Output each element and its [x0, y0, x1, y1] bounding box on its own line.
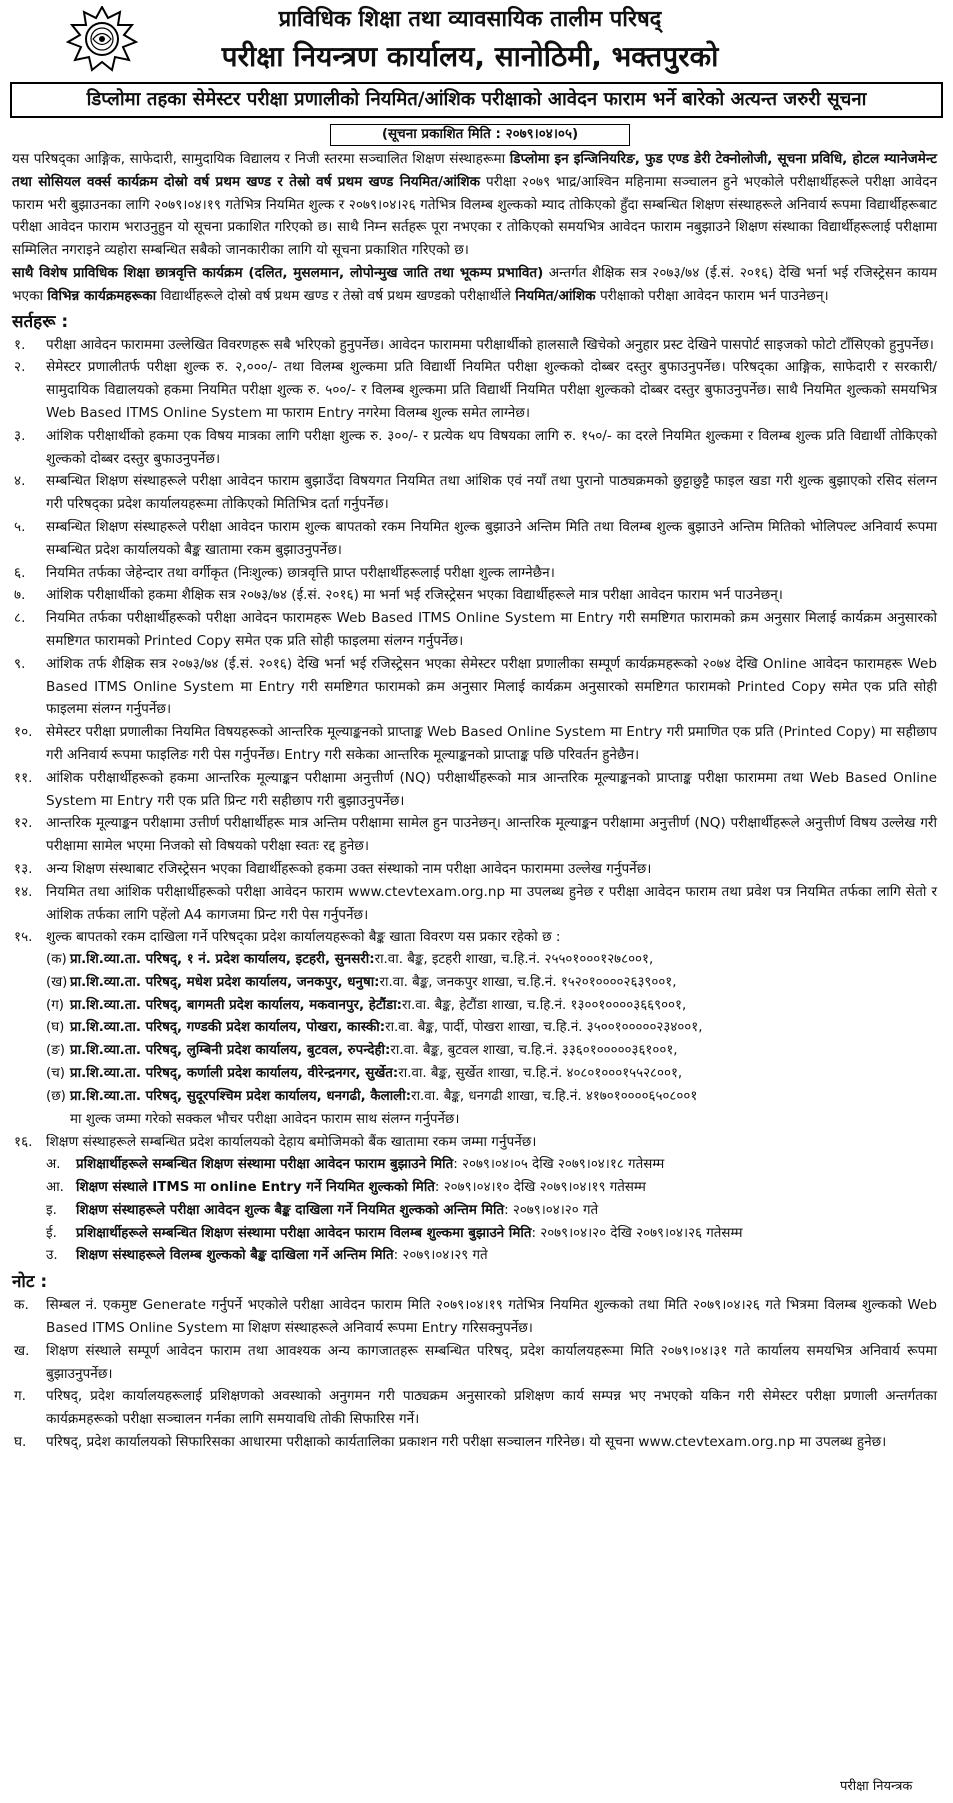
condition-item: ४. सम्बन्धित शिक्षण संस्थाहरूले परीक्षा आवेदन फाराम बुझाउँदा विषयगत नियमित तथा आंशिक एवं नयाँ तथा पुरानो पाठ्यक्रमको छुट्टाछुट्टै फाइल खडा गरी शुल्क बुझाएको रसिद संलग्न गरी परिषद्का प्रदेश कार्यालयहरूमा तोकिएको मितिभित्र दर्ता गर्नुपर्नेछ। — [14, 473, 937, 513]
note-item: ग. परिषद्, प्रदेश कार्यालयहरूलाई प्रशिक्षणको अवस्थाको अनुगमन गरी पाठ्यक्रम अनुसारको प्रशिक्षण कार्य सम्पन्न भए नभएको यकिन गरी सेमेस्टर परीक्षा प्रणाली अन्तर्गतका कार्यक्रमहरूको परीक्षा सञ्चालन गर्नका लागि समयावधि तोकी सिफारिस गर्ने। — [14, 1388, 937, 1428]
notice-body — [12, 148, 937, 1454]
deadline-row: अ. प्रशिक्षार्थीहरूले सम्बन्धित शिक्षण संस्थामा परीक्षा आवेदन फाराम बुझाउने मिति : २०७९।०४।०५ देखि २०७९।०४।१८ गतेसम्म — [46, 1157, 665, 1173]
notes-heading: नोट : — [12, 1272, 48, 1293]
condition-item: १०. सेमेस्टर परीक्षा प्रणालीका नियमित विषयहरूको आन्तरिक मूल्याङ्कनको प्राप्ताङ्क Web Based Online System मा Entry गरी प्रमाणित एक प्रति (Printed Copy) मा सहीछाप गरी अनिवार्य रूपमा फाइलिङ गरी पेस गर्नुपर्नेछ। Entry गरी सकेका आन्तरिक मूल्याङ्कनको प्राप्ताङ्क पछि परिवर्तन हुनेछैन। — [14, 724, 937, 763]
note-item: घ. परिषद्, प्रदेश कार्यालयको सिफारिसका आधारमा परीक्षाको कार्यतालिका प्रकाशन गरी परीक्षा सञ्चालन गरिनेछ। यो सूचना www.ctevtexam.org.np मा उपलब्ध हुनेछ। — [14, 1434, 887, 1451]
bank-account-row: (ङ) प्रा.शि.व्या.ता. परिषद्, लुम्बिनी प्रदेश कार्यालय, बुटवल, रुपन्देही: रा.वा. बैङ्क, बुटवल शाखा, च.हि.नं. ३३६०१०००००३६१००१, — [46, 1043, 678, 1059]
condition-item: १२. आन्तरिक मूल्याङ्कन परीक्षामा उत्तीर्ण परीक्षार्थीहरू मात्र अन्तिम परीक्षामा सामेल हुन पाउनेछन्। आन्तरिक मूल्याङ्कन परीक्षामा अनुत्तीर्ण (NQ) परीक्षार्थीहरूले अनुत्तीर्ण विषय उल्लेख गरी परीक्षामा सामेल भएमा निजको सो विषयको परीक्षा स्वतः रद्द हुनेछ। — [14, 815, 937, 855]
signature: परीक्षा नियन्त्रक — [840, 1779, 913, 1794]
deadline-row: ई. प्रशिक्षार्थीहरूले सम्बन्धित शिक्षण संस्थामा परीक्षा आवेदन फाराम विलम्ब शुल्कमा बुझाउने मिति : २०७९।०४।२० देखि २०७९।०४।२६ गतेसम्म — [46, 1225, 743, 1241]
deadline-row: उ. शिक्षण संस्थाहरूले विलम्ब शुल्कको बैङ्क दाखिला गर्ने अन्तिम मिति : २०७९।०४।२९ गते — [46, 1248, 488, 1264]
bank-account-row: (च) प्रा.शि.व्या.ता. परिषद्, कर्णाली प्रदेश कार्यालय, वीरेन्द्रनगर, सुर्खेत: रा.वा. बैङ्क, सुर्खेत शाखा, च.हि.नं. ४०८०१०००१५५२८००१, — [46, 1066, 683, 1082]
condition-item: ५. सम्बन्धित शिक्षण संस्थाहरूले परीक्षा आवेदन फाराम शुल्क बापतको रकम नियमित शुल्क बुझाउने अन्तिम मिति तथा विलम्ब शुल्क बुझाउने अन्तिम मितिको भोलिपल्ट अनिवार्य रूपमा सम्बन्धित प्रदेश कार्यालयको बैङ्क खातामा रकम बुझाउनुपर्नेछ। — [14, 518, 937, 558]
condition-item: २. सेमेस्टर प्रणालीतर्फ परीक्षा शुल्क रु. २,०००/- तथा विलम्ब शुल्कमा प्रति विद्यार्थी नियमित परीक्षा शुल्कको दोब्बर दस्तुर बुफाउनुपर्नेछ। परिषद्का आङ्गिक, साफेदारी र सरकारी/सामुदायिक विद्यालयको हकमा नियमित परीक्षा शुल्क रु. ५००/- र विलम्ब शुल्कमा प्रति विद्यार्थी नियमित परीक्षा शुल्कको दोब्बर दस्तुर बुफाउनुपर्नेछ। साथै नियमित शुल्कको समयभित्र Web Based ITMS Online System मा फाराम Entry नगरेमा विलम्ब शुल्क समेत लाग्नेछ। — [14, 359, 937, 421]
header — [0, 0, 953, 80]
intro-paragraph-2: साथै विशेष प्राविधिक शिक्षा छात्रवृत्ति कार्यक्रम (दलित, मुसलमान, लोपोन्मुख जाति तथा भूकम्प प्रभावित) अन्तर्गत शैक्षिक सत्र २०७३/७४ (ई.सं. २०१६) देखि भर्ना भई रजिस्ट्रेसन कायम भएका विभिन्न कार्यक्रमहरूका विद्यार्थीहरूले दोस्रो वर्ष प्रथम खण्ड र तेस्रो वर्ष प्रथम खण्डको परीक्षार्थीले नियमित/आंशिक परीक्षाको परीक्षा आवेदन फाराम भर्न पाउनेछन्। — [12, 264, 937, 304]
conditions-heading: सर्तहरू : — [12, 311, 69, 332]
bank-account-row: (ग) प्रा.शि.व्या.ता. परिषद्, बागमती प्रदेश कार्यालय, मकवानपुर, हेटौंडा: रा.वा. बैङ्क, हेटौंडा शाखा, च.हि.नं. १३००१००००३६६९००१, — [46, 997, 687, 1013]
condition-item: ६. नियमित तर्फका जेहेन्दार तथा वर्गीकृत (निःशुल्क) छात्रवृत्ति प्राप्त परीक्षार्थीहरूलाई परीक्षा शुल्क लाग्नेछैन। — [14, 564, 555, 581]
condition-item: १५. शुल्क बापतको रकम दाखिला गर्ने परिषद्का प्रदेश कार्यालयहरूको बैङ्क खाता विवरण यस प्रकार रहेको छ : — [14, 929, 561, 946]
intro-paragraph-1: यस परिषद्का आङ्गिक, साफेदारी, सामुदायिक विद्यालय र निजी स्तरमा सञ्चालित शिक्षण संस्थाहरूमा डिप्लोमा इन इन्जिनियरिङ, फुड एण्ड डेरी टेक्नोलोजी, सूचना प्रविधि, होटल म्यानेजमेन्ट तथा सोसियल वर्क्स कार्यक्रम दोस्रो वर्ष प्रथम खण्ड र तेस्रो वर्ष प्रथम खण्ड नियमित/आंशिक परीक्षा २०७९ भाद्र/आश्विन महिनामा सञ्चालन हुने भएकोले परीक्षार्थीहरूले परीक्षा आवेदन फाराम भरी बुझाउनका लागि २०७९।०४।१९ गतेभित्र नियमित शुल्क र २०७९।०४।२६ गतेभित्र विलम्ब शुल्कको म्याद तोकिएको हुँदा सम्बन्धित शिक्षण संस्थाहरूले अनिवार्य रूपमा विद्यार्थीहरूबाट परीक्षा आवेदन फाराम भराउनुहुन यो सूचना प्रकाशित गरिएको छ। साथै निम्न सर्तहरू पूरा नभएका र तोकिएको समयभित्र आवेदन फाराम नबुझाउने शिक्षण संस्थाका विद्यार्थीहरूलाई परीक्षामा सम्मिलित नगराइने व्यहोरा सम्बन्धित सबैको जानकारीका लागि यो सूचना प्रकाशित गरिएको छ। — [12, 151, 937, 259]
condition-item: १३. अन्य शिक्षण संस्थाबाट रजिस्ट्रेसन भएका विद्यार्थीहरूको हकमा उक्त संस्थाको नाम परीक्षा आवेदन फाराममा उल्लेख गर्नुपर्नेछ। — [14, 860, 652, 877]
condition-item: ७. आंशिक परीक्षार्थीको हकमा शैक्षिक सत्र २०७३/७४ (ई.सं. २०१६) मा भर्ना भई रजिस्ट्रेसन भएका विद्यार्थीहरूले मात्र परीक्षा आवेदन फाराम भर्न पाउनेछन्। — [14, 587, 783, 604]
bank-voucher-note: मा शुल्क जम्मा गरेको सक्कल भौचर परीक्षा आवेदन फाराम साथ संलग्न गर्नुपर्नेछ। — [70, 1111, 460, 1127]
deadline-row: आ. शिक्षण संस्थाले ITMS मा online Entry गर्ने नियमित शुल्कको मिति : २०७९।०४।१० देखि २०७९।०४।१९ गतेसम्म — [46, 1180, 646, 1196]
notice-title: डिप्लोमा तहका सेमेस्टर परीक्षा प्रणालीको नियमित/आंशिक परीक्षाको आवेदन फाराम भर्ने बारेको अत्यन्त जरुरी सूचना — [10, 82, 943, 118]
publication-date: (सूचना प्रकाशित मिति : २०७९।०४।०५) — [330, 124, 630, 146]
condition-item: १४. नियमित तथा आंशिक परीक्षार्थीहरूको परीक्षा आवेदन फाराम www.ctevtexam.org.np मा उपलब्ध हुनेछ र परीक्षा आवेदन फाराम तथा प्रवेश पत्र नियमित तर्फका लागि सेतो र आंशिक तर्फका लागि पहेंलो A4 कागजमा प्रिन्ट गरी पेस गर्नुपर्नेछ। — [14, 883, 937, 923]
condition-item: ९. आंशिक तर्फ शैक्षिक सत्र २०७३/७४ (ई.सं. २०१६) देखि भर्ना भई रजिस्ट्रेसन भएका सेमेस्टर परीक्षा प्रणालीका सम्पूर्ण कार्यक्रमहरूको २०७४ देखि Online आवेदन फारामहरू Web Based ITMS Online System मा Entry गरी समष्टिगत फारामको क्रम अनुसार मिलाई कार्यक्रम अनुसारको समष्टिगत फारामको Printed Copy समेत एक प्रति सोही फाइलमा संलग्न गर्नुपर्नेछ। — [14, 655, 937, 718]
organization-name: प्राविधिक शिक्षा तथा व्यावसायिक तालीम परिषद् — [278, 7, 662, 32]
bank-account-row: (ख) प्रा.शि.व्या.ता. परिषद्, मधेश प्रदेश कार्यालय, जनकपुर, धनुषा: रा.वा. बैङ्क, जनकपुर शाखा, च.हि.नं. १५२०१००००२६३९००१, — [46, 974, 677, 990]
condition-item: ११. आंशिक परीक्षार्थीहरूको हकमा आन्तरिक मूल्याङ्कन परीक्षामा अनुत्तीर्ण (NQ) परीक्षार्थीहरूको मात्र आन्तरिक मूल्याङ्कनको प्राप्ताङ्क परीक्षा फाराममा तथा Web Based Online System मा Entry गरी एक प्रति प्रिन्ट गरी सहीछाप गरी बुझाउनुपर्नेछ। — [14, 769, 937, 809]
bank-account-row: (छ) प्रा.शि.व्या.ता. परिषद्, सुदूरपश्चिम प्रदेश कार्यालय, धनगढी, कैलाली: रा.वा. बैङ्क, धनगढी शाखा, च.हि.नं. ४१७०१००००६५०८००१ — [46, 1088, 698, 1104]
bank-account-row: (घ) प्रा.शि.व्या.ता. परिषद्, गण्डकी प्रदेश कार्यालय, पोखरा, कास्की: रा.वा. बैङ्क, पार्दी, पोखरा शाखा, च.हि.नं. ३५००१०००००२३४००१, — [46, 1020, 703, 1036]
bank-account-row: (क) प्रा.शि.व्या.ता. परिषद्, १ नं. प्रदेश कार्यालय, इटहरी, सुनसरी: रा.वा. बैङ्क, इटहरी शाखा, च.हि.नं. २५५०१०००१२७८००१, — [46, 952, 654, 968]
condition-item: १६. शिक्षण संस्थाहरूले सम्बन्धित प्रदेश कार्यालयको देहाय बमोजिमको बैंक खातामा रकम जम्मा गर्नुपर्नेछ। — [14, 1134, 537, 1151]
note-item: ख. शिक्षण संस्थाले सम्पूर्ण आवेदन फाराम तथा आवश्यक अन्य कागजातहरू सम्बन्धित परिषद्, प्रदेश कार्यालयहरूमा मिति २०७९।०४।३१ गते कार्यालय समयभित्र अनिवार्य रूपमा बुझाउनुपर्नेछ। — [14, 1342, 937, 1382]
condition-item: ३. आंशिक परीक्षार्थीको हकमा एक विषय मात्रका लागि परीक्षा शुल्क रु. ३००/- र प्रत्येक थप विषयका लागि रु. १५०/- का दरले नियमित शुल्कमा र विलम्ब शुल्क प्रति विद्यार्थी तोकिएको शुल्कको दोब्बर दस्तुर बुफाउनुपर्नेछ। — [14, 427, 937, 467]
note-item: क. सिम्बल नं. एकमुष्ट Generate गर्नुपर्ने भएकोले परीक्षा आवेदन फाराम मिति २०७९।०४।१९ गतेभित्र नियमित शुल्कको तथा मिति २०७९।०४।२६ गते भित्रमा विलम्ब शुल्कको Web Based ITMS Online System मा शिक्षण संस्थाहरूले अनिवार्य रूपमा Entry गरिसक्नुपर्नेछ। — [14, 1297, 937, 1337]
deadline-row: इ. शिक्षण संस्थाहरूले परीक्षा आवेदन शुल्क बैङ्क दाखिला गर्ने नियमित शुल्कको अन्तिम मिति : २०७९।०४।२० गते — [46, 1202, 599, 1218]
condition-item: ८. नियमित तर्फका परीक्षार्थीहरूको परीक्षा आवेदन फारामहरू Web Based ITMS Online System मा Entry गरी समष्टिगत फारामको क्रम अनुसार मिलाई कार्यक्रम अनुसारको समष्टिगत फारामको Printed Copy समेत एक प्रति सोही फाइलमा संलग्न गर्नुपर्नेछ। — [14, 610, 937, 649]
office-name: परीक्षा नियन्त्रण कार्यालय, सानोठिमी, भक्तपुरको — [221, 40, 719, 73]
nepal-emblem-logo — [62, 6, 142, 72]
condition-item: १. परीक्षा आवेदन फाराममा उल्लेखित विवरणहरू सबै भरिएको हुनुपर्नेछ। आवेदन फाराममा परीक्षार्थीको हालसालै खिचेको अनुहार प्रस्ट देखिने पासपोर्ट साइजको फोटो टाँसिएको हुनुपर्नेछ। — [14, 336, 934, 353]
